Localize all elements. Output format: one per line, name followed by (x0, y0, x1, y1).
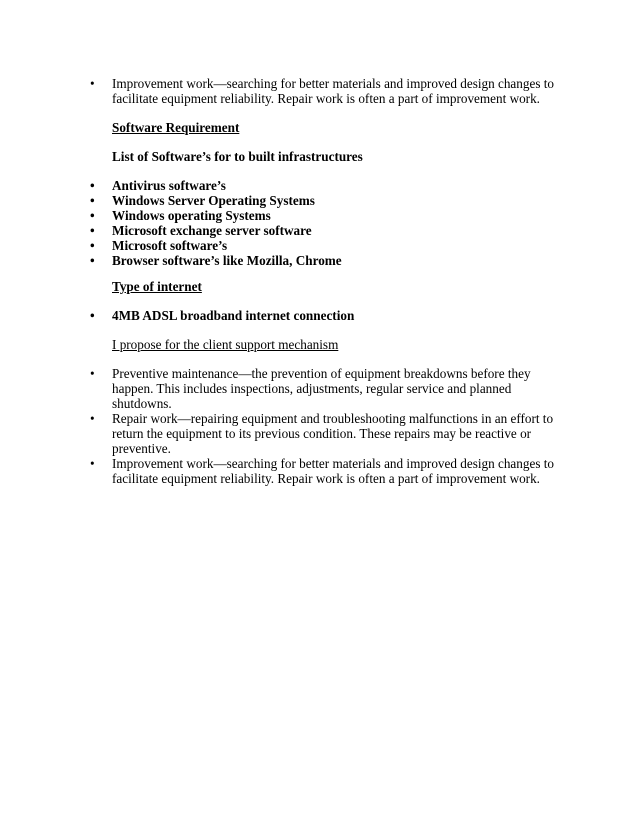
software-requirement-heading: Software Requirement (112, 120, 240, 135)
support-mechanism-heading: I propose for the client support mechanism (112, 337, 339, 352)
software-list-item: • Microsoft software’s (90, 238, 228, 253)
software-list (90, 178, 560, 268)
software-list-item: • Windows operating Systems (90, 208, 271, 223)
intro-bullet (90, 76, 560, 106)
support-list-item: • Preventive maintenance—the prevention of equipment breakdowns before they happen. This includes inspections, adjustments, regular service and planned shutdowns. (90, 366, 531, 411)
support-list-item: • Improvement work—searching for better materials and improved design changes to facilitate equipment reliability. Repair work is often a part of improvement work. (90, 456, 555, 486)
internet-type-heading: Type of internet (112, 279, 202, 294)
bullet-icon: • (90, 308, 95, 323)
software-list-item: • Browser software’s like Mozilla, Chrome (90, 253, 342, 268)
software-list-item: • Microsoft exchange server software (90, 223, 312, 238)
bullet-icon: • (90, 208, 95, 223)
bullet-icon: • (90, 253, 95, 268)
bullet-icon: • (90, 178, 95, 193)
software-list-item: • Antivirus software’s (90, 178, 226, 193)
software-list-title: List of Software’s for to built infrastructures (112, 149, 363, 164)
intro-bullet-text: Improvement work—searching for better materials and improved design changes to facilitate equipment reliability. Repair work is often a part of improvement work. (112, 76, 555, 106)
internet-list (90, 308, 560, 323)
bullet-icon: • (90, 223, 95, 238)
bullet-icon: • (90, 238, 95, 253)
software-list-item: • Windows Server Operating Systems (90, 193, 315, 208)
bullet-icon: • (90, 456, 95, 471)
support-list (90, 366, 560, 486)
bullet-icon: • (90, 366, 95, 381)
internet-list-item: • 4MB ADSL broadband internet connection (90, 308, 355, 323)
bullet-icon: • (90, 411, 95, 426)
bullet-icon: • (90, 76, 95, 91)
bullet-icon: • (90, 193, 95, 208)
support-list-item: • Repair work—repairing equipment and troubleshooting malfunctions in an effort to return the equipment to its previous condition. These repairs may be reactive or preventive. (90, 411, 554, 456)
